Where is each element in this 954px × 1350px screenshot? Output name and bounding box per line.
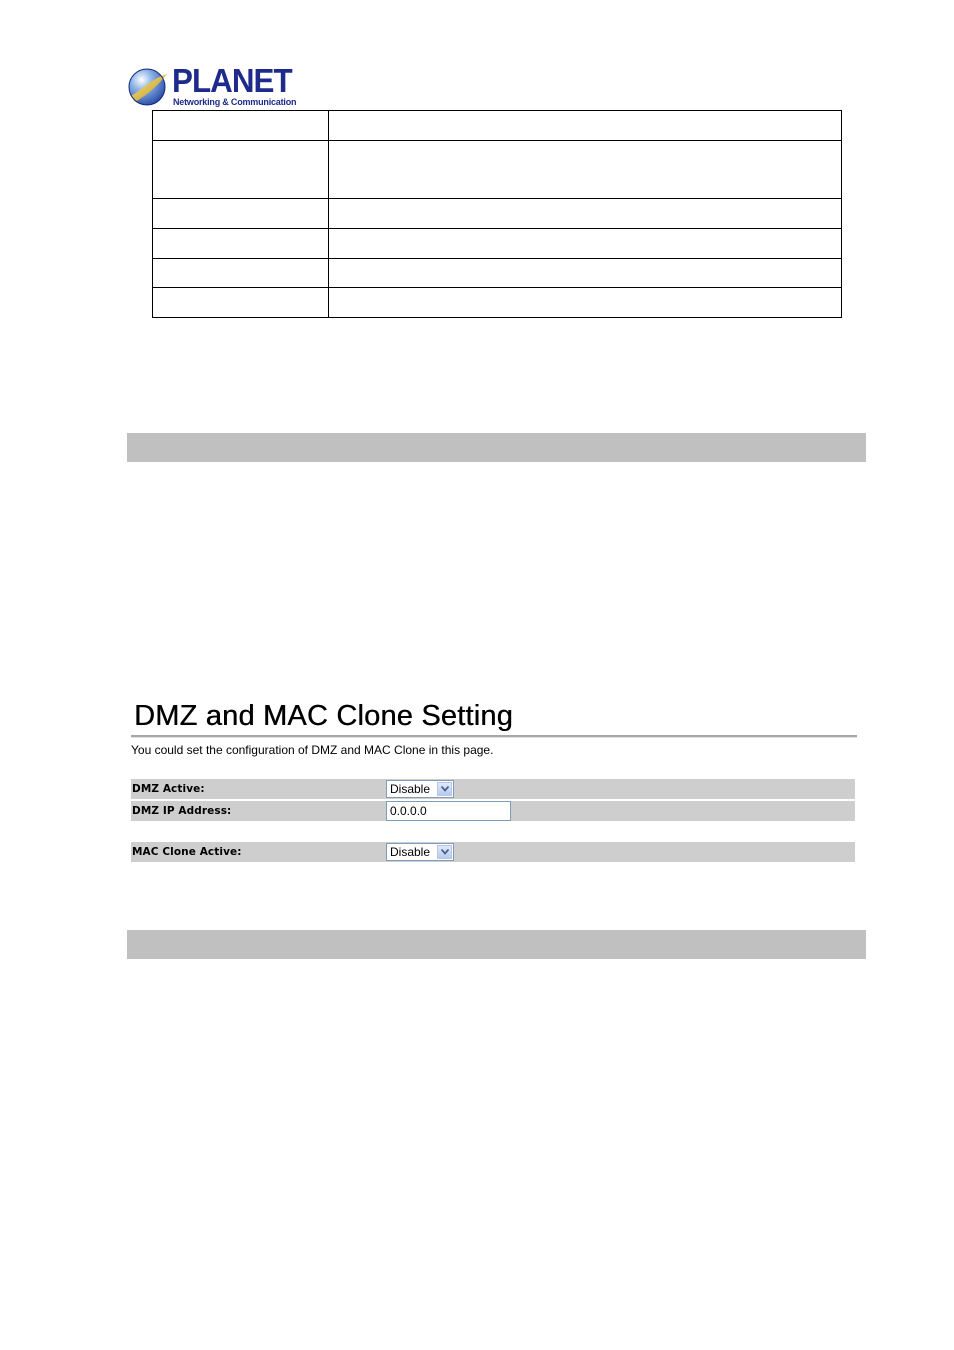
mac-clone-active-select[interactable] [386, 843, 454, 861]
table-cell [329, 288, 842, 318]
dmz-active-select[interactable] [386, 780, 454, 798]
mac-clone-active-row [131, 842, 855, 862]
table-cell [153, 141, 329, 199]
dmz-mac-clone-panel [131, 697, 857, 859]
table-cell [153, 259, 329, 288]
title-divider [131, 735, 857, 738]
mac-clone-active-value: Disable [390, 845, 431, 859]
table-row [153, 111, 842, 141]
page-description: You could set the configuration of DMZ and MAC Clone in this page. [131, 743, 494, 757]
table-row [153, 141, 842, 199]
document-table [152, 110, 842, 318]
dmz-active-row [131, 779, 855, 799]
table-cell [329, 111, 842, 141]
dmz-active-label: DMZ Active: [132, 783, 205, 795]
section-bar [127, 433, 866, 462]
section-bar [127, 930, 866, 959]
brand-name: PLANET [172, 62, 292, 99]
dmz-ip-row [131, 801, 855, 821]
planet-globe-icon [127, 66, 169, 108]
table-row [153, 288, 842, 318]
table-cell [153, 288, 329, 318]
table-cell [153, 229, 329, 259]
dmz-ip-input[interactable] [386, 801, 511, 821]
table-cell [329, 199, 842, 229]
table-cell [329, 229, 842, 259]
mac-clone-active-label: MAC Clone Active: [132, 846, 242, 858]
table-cell [329, 259, 842, 288]
table-row [153, 229, 842, 259]
dmz-ip-label: DMZ IP Address: [132, 805, 232, 817]
table-cell [153, 111, 329, 141]
chevron-down-icon[interactable] [437, 782, 452, 796]
brand-tagline: Networking & Communication [173, 97, 297, 107]
table-row [153, 199, 842, 229]
planet-logo [127, 62, 297, 110]
chevron-down-icon[interactable] [437, 845, 452, 859]
table-cell [329, 141, 842, 199]
table-cell [153, 199, 329, 229]
dmz-active-value: Disable [390, 782, 431, 796]
page-title: DMZ and MAC Clone Setting [134, 700, 513, 732]
table-row [153, 259, 842, 288]
